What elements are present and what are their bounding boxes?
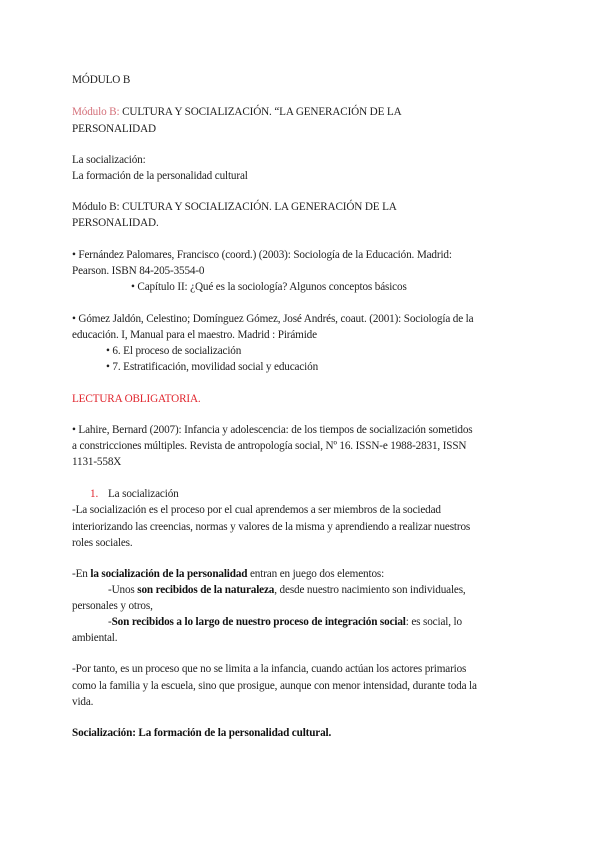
reference-2-sub1: • 6. El proceso de socialización — [106, 345, 242, 357]
module-title-line1 — [72, 104, 402, 120]
reference-1-line1: • Fernández Palomares, Francisco (coord.) (2003): Sociología de la Educación. Madrid: — [72, 249, 452, 261]
element-social-post: : es social, lo — [405, 616, 462, 628]
reference-1-sub1: • Capítulo II: ¿Qué es la sociología? Algunos conceptos básicos — [131, 281, 407, 293]
elements-intro — [72, 566, 384, 582]
section-number: 1. — [90, 488, 99, 500]
section-title: La socialización — [108, 488, 179, 500]
definition-line3: roles sociales. — [72, 537, 133, 549]
module-title2-line2: PERSONALIDAD. — [72, 217, 159, 229]
element-social-pre: - — [108, 616, 112, 628]
final-heading-text: Socialización: La formación de la personalidad cultural. — [72, 727, 332, 739]
lectura-line3: 1131-558X — [72, 456, 122, 468]
conclusion-line1: -Por tanto, es un proceso que no se limita a la infancia, cuando actúan los actores primarios — [72, 663, 467, 675]
conclusion-line2: como la familia y la escuela, sino que prosigue, aunque con menor intensidad, durante toda la — [72, 680, 477, 692]
lectura-line2: a constricciones múltiples. Revista de antropología social, Nº 16. ISSN-e 1988-2831, ISSN — [72, 440, 467, 452]
module-title2-line1: Módulo B: CULTURA Y SOCIALIZACIÓN. LA GENERACIÓN DE LA — [72, 201, 397, 213]
element-social-line1 — [108, 614, 462, 630]
lectura-heading: LECTURA OBLIGATORIA. — [72, 393, 201, 405]
final-heading — [72, 725, 331, 741]
definition-line1: -La socialización es el proceso por el cual aprendemos a ser miembros de la sociedad — [72, 504, 441, 516]
module-header: MÓDULO B — [72, 74, 131, 86]
lectura-line1: • Lahire, Bernard (2007): Infancia y adolescencia: de los tiempos de socialización sometidos — [72, 424, 473, 436]
element-nature-bold: son recibidos de la naturaleza — [137, 584, 275, 596]
definition-line2: interiorizando las creencias, normas y valores de la misma y aprendiendo a realizar nuestros — [72, 521, 471, 533]
module-title-text: CULTURA Y SOCIALIZACIÓN. “LA GENERACIÓN DE LA — [119, 106, 402, 118]
reference-1-line2: Pearson. ISBN 84-205-3554-0 — [72, 265, 205, 277]
module-title-line2: PERSONALIDAD — [72, 123, 156, 135]
element-social-line2: ambiental. — [72, 632, 118, 644]
conclusion-line3: vida. — [72, 696, 94, 708]
reference-2-line2: educación. I, Manual para el maestro. Madrid : Pirámide — [72, 329, 317, 341]
element-nature-post: , desde nuestro nacimiento son individuales, — [274, 584, 466, 596]
reference-2-sub2: • 7. Estratificación, movilidad social y educación — [106, 361, 319, 373]
elements-intro-bold: la socialización de la personalidad — [90, 568, 248, 580]
intro-line2: La formación de la personalidad cultural — [72, 170, 248, 182]
element-social-bold: Son recibidos a lo largo de nuestro proceso de integración social — [111, 616, 406, 628]
element-nature-pre: -Unos — [108, 584, 138, 596]
element-nature-line2: personales y otros, — [72, 600, 153, 612]
elements-intro-post: entran en juego dos elementos: — [247, 568, 385, 580]
intro-line1: La socialización: — [72, 154, 146, 166]
element-nature-line1 — [108, 582, 466, 598]
elements-intro-pre: -En — [72, 568, 91, 580]
reference-2-line1: • Gómez Jaldón, Celestino; Domínguez Gómez, José Andrés, coaut. (2001): Sociología de la — [72, 313, 474, 325]
module-title-prefix: Módulo B: — [72, 106, 120, 118]
